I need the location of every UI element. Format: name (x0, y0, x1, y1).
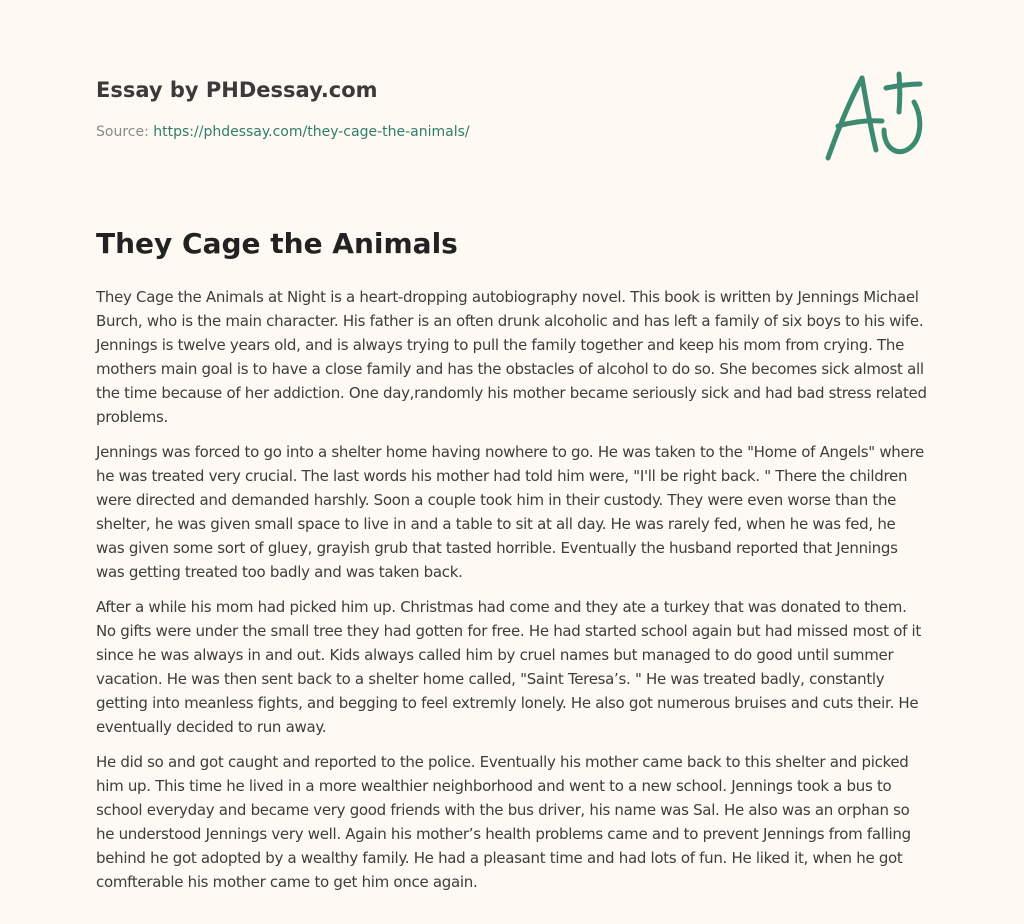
essay-paragraph: Jennings was forced to go into a shelter home having nowhere to go. He was taken to the "Home of Angels" where he was treated very crucial. The last words his mother had told him were, "I'll be right back. " There the children were directed and demanded harshly. Soon a couple took him in their custody. They were even worse than the shelter, he was given small space to live in and a table to sit at all day. He was rarely fed, when he was fed, he was given some sort of gluey, grayish grub that tasted horrible. Eventually the husband reported that Jennings was getting treated too badly and was taken back. (96, 443, 924, 581)
essay-body (96, 285, 928, 905)
source-link[interactable]: https://phdessay.com/they-cage-the-animals/ (153, 124, 470, 140)
site-title: Essay by PHDessay.com (96, 78, 378, 102)
essay-paragraph: After a while his mom had picked him up. Christmas had come and they ate a turkey that was donated to them. No gifts were under the small tree they had gotten for free. He had started school again but had missed most of it since he was always in and out. Kids always called him by cruel names but managed to do good until summer vacation. He was then sent back to a shelter home called, "Saint Teresa’s. " He was treated badly, constantly getting into meanless fights, and begging to feel extremly lonely. He also got numerous bruises and cuts their. He eventually decided to run away. (96, 598, 921, 736)
source-label: Source: (96, 124, 154, 140)
page-header (96, 74, 796, 142)
essay-paragraph: He did so and got caught and reported to the police. Eventually his mother came back to this shelter and picked him up. This time he lived in a more wealthier neighborhood and went to a new school. Jennings took a bus to school everyday and became very good friends with the bus driver, his name was Sal. He also was an orphan so he understood Jennings very well. Again his mother’s health problems came and to prevent Jennings from falling behind he got adopted by a wealthy family. He had a pleasant time and had lots of fun. He liked it, when he got comfterable his mother came to get him once again. (96, 753, 911, 891)
essay-paragraph: They Cage the Animals at Night is a heart-dropping autobiography novel. This book is written by Jennings Michael Burch, who is the main character. His father is an often drunk alcoholic and has left a family of six boys to his wife. Jennings is twelve years old, and is always trying to pull the family together and keep his mom from crying. The mothers main goal is to have a close family and has the obstacles of alcohol to do so. She becomes sick almost all the time because of her addiction. One day,randomly his mother became seriously sick and had bad stress related problems. (96, 288, 927, 426)
source-line (96, 122, 796, 142)
essay-title: They Cage the Animals (96, 227, 458, 260)
a-plus-logo-icon (822, 66, 930, 166)
